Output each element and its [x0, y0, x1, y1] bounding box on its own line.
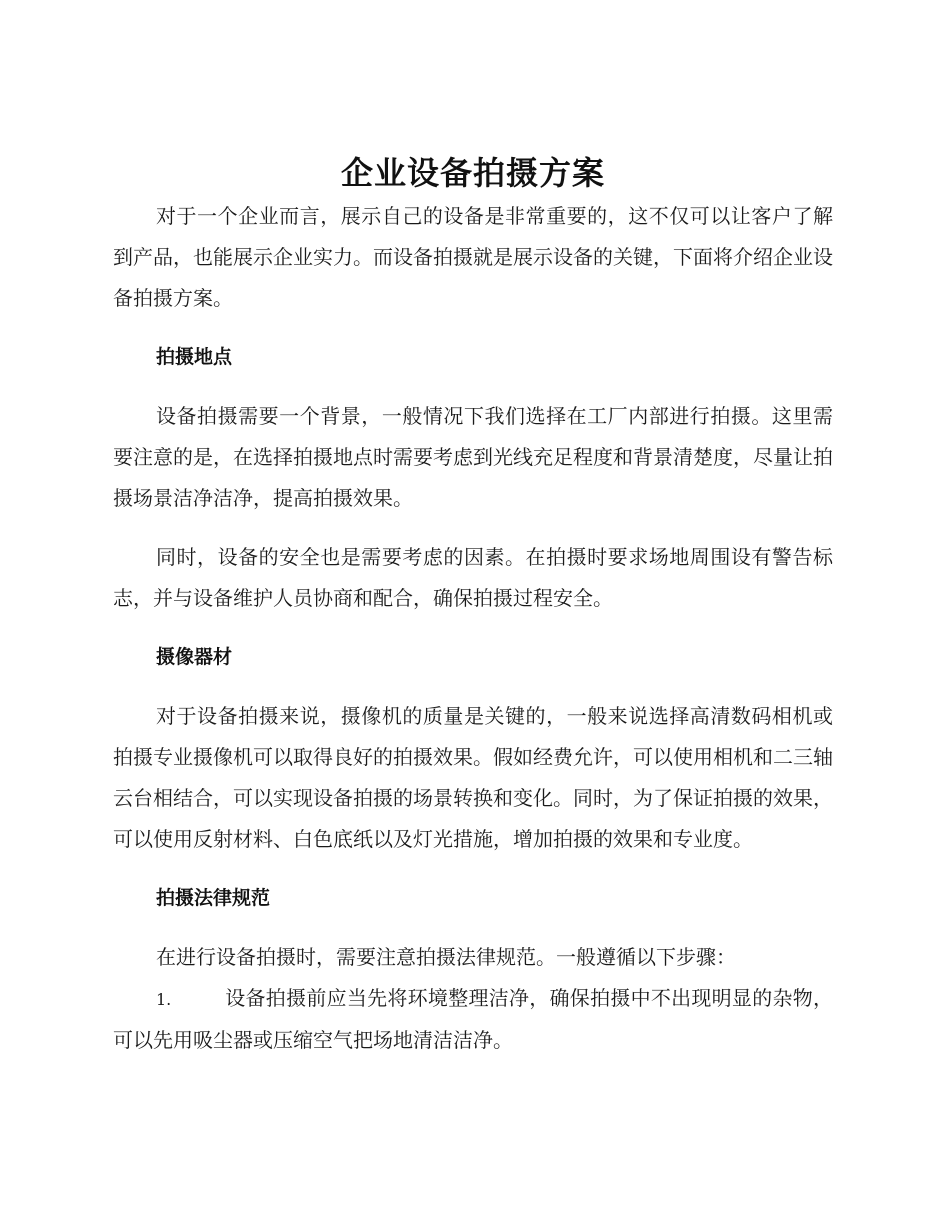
list-item	[113, 978, 833, 1061]
document-page	[113, 150, 833, 1061]
document-title: 企业设备拍摄方案	[340, 154, 605, 192]
location-paragraph-2: 同时，设备的安全也是需要考虑的因素。在拍摄时要求场地周围设有警告标志，并与设备维护人员协商和配合，确保拍摄过程安全。	[113, 545, 833, 610]
section-heading-legal: 拍摄法律规范	[156, 887, 271, 909]
section-heading-location: 拍摄地点	[156, 346, 233, 368]
equipment-paragraph-1: 对于设备拍摄来说，摄像机的质量是关键的，一般来说选择高清数码相机或拍摄专业摄像机可以取得良好的拍摄效果。假如经费允许，可以使用相机和二三轴云台相结合，可以实现设备拍摄的场景转换和变化。同时，为了保证拍摄的效果，可以使用反射材料、白色底纸以及灯光措施，增加拍摄的效果和专业度。	[113, 704, 833, 851]
list-item-number: 1.	[156, 990, 172, 1009]
legal-paragraph-1: 在进行设备拍摄时，需要注意拍摄法律规范。一般遵循以下步骤：	[156, 945, 736, 969]
section-heading-equipment: 摄像器材	[156, 646, 233, 668]
list-item-text: 设备拍摄前应当先将环境整理洁净，确保拍摄中不出现明显的杂物，可以先用吸尘器或压缩空气把场地清洁洁净。	[113, 986, 833, 1052]
intro-paragraph: 对于一个企业而言，展示自己的设备是非常重要的，这不仅可以让客户了解到产品，也能展示企业实力。而设备拍摄就是展示设备的关键，下面将介绍企业设备拍摄方案。	[113, 204, 833, 310]
location-paragraph-1: 设备拍摄需要一个背景，一般情况下我们选择在工厂内部进行拍摄。这里需要注意的是，在选择拍摄地点时需要考虑到光线充足程度和背景清楚度，尽量让拍摄场景洁净洁净，提高拍摄效果。	[113, 404, 833, 510]
